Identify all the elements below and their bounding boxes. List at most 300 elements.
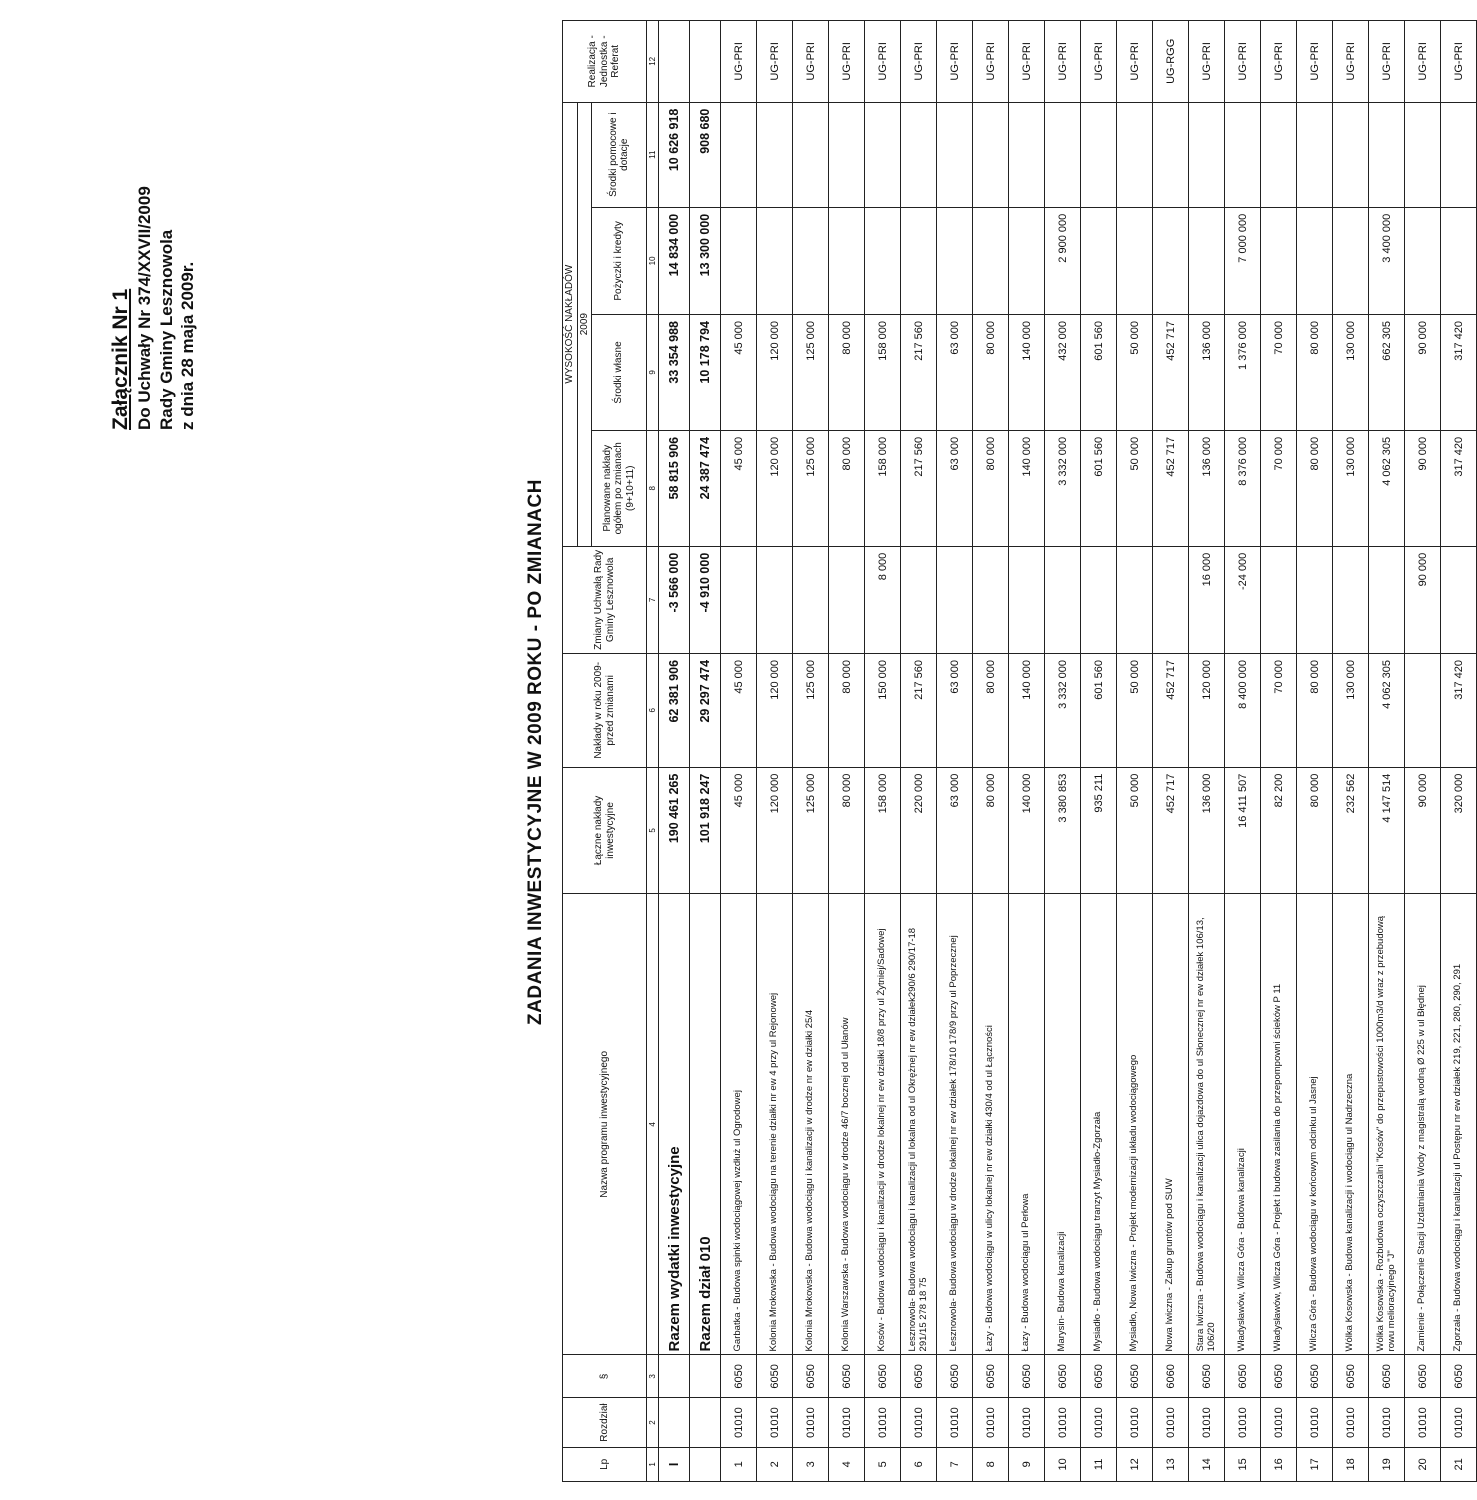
row-wlasne: 120 000	[757, 315, 793, 431]
row-realizacja: UG-PRI	[973, 21, 1009, 103]
row-rozdzial: 01010	[1045, 1398, 1081, 1447]
table-row	[829, 21, 865, 1482]
total-lp: I	[659, 1447, 690, 1481]
row-pozyczki	[1009, 207, 1045, 314]
row-pomocowe	[1009, 102, 1045, 207]
total-laczne: 101 918 247	[690, 767, 721, 894]
col-number: 12	[647, 21, 659, 103]
row-zmiany	[1081, 546, 1117, 653]
row-paragraf: 6050	[1405, 1355, 1441, 1398]
row-zmiany	[1009, 546, 1045, 653]
row-laczne: 158 000	[865, 767, 901, 894]
row-realizacja: UG-PRI	[757, 21, 793, 103]
row-wlasne: 158 000	[865, 315, 901, 431]
row-laczne: 125 000	[793, 767, 829, 894]
row-laczne: 80 000	[973, 767, 1009, 894]
row-realizacja: UG-PRI	[793, 21, 829, 103]
row-realizacja: UG-PRI	[1189, 21, 1225, 103]
row-planowane: 90 000	[1405, 430, 1441, 546]
row-lp: 20	[1405, 1447, 1441, 1481]
row-rozdzial: 01010	[1441, 1398, 1477, 1447]
row-realizacja: UG-PRI	[1333, 21, 1369, 103]
row-zmiany	[973, 546, 1009, 653]
row-rozdzial: 01010	[937, 1398, 973, 1447]
row-paragraf: 6050	[793, 1355, 829, 1398]
row-naklady: 217 560	[901, 653, 937, 767]
row-rozdzial: 01010	[1369, 1398, 1405, 1447]
row-zmiany	[829, 546, 865, 653]
row-lp: 9	[1009, 1447, 1045, 1481]
table-row	[1081, 21, 1117, 1482]
col-pozyczki: Pożyczki i kredyty	[592, 207, 647, 314]
row-nazwa: Zamienie - Połączenie Stacji Uzdatniania Wody z magistralą wodną Ø 225 w ul Błędnej	[1405, 894, 1441, 1355]
row-lp: 16	[1261, 1447, 1297, 1481]
col-zmiany: Zmiany Uchwałą Rady Gminy Lesznowola	[563, 546, 647, 653]
col-number: 4	[647, 894, 659, 1355]
row-laczne: 452 717	[1153, 767, 1189, 894]
total-laczne: 190 461 265	[659, 767, 690, 894]
row-pozyczki	[1297, 207, 1333, 314]
row-naklady: 4 062 305	[1369, 653, 1405, 767]
row-planowane: 63 000	[937, 430, 973, 546]
row-naklady: 70 000	[1261, 653, 1297, 767]
row-paragraf: 6050	[721, 1355, 757, 1398]
table-row	[1297, 21, 1333, 1482]
total-pozyczki: 13 300 000	[690, 207, 721, 314]
row-rozdzial: 01010	[829, 1398, 865, 1447]
row-realizacja: UG-PRI	[1261, 21, 1297, 103]
row-realizacja: UG-PRI	[1369, 21, 1405, 103]
row-wlasne: 50 000	[1117, 315, 1153, 431]
investment-table	[562, 20, 1477, 1482]
row-nazwa: Mysiadło - Budowa wodociągu tranzyt Mysiadło-Zgorzała	[1081, 894, 1117, 1355]
col-naklady: Nakłady w roku 2009-przed zmianami	[563, 653, 647, 767]
row-laczne: 320 000	[1441, 767, 1477, 894]
row-rozdzial: 01010	[1009, 1398, 1045, 1447]
total-wlasne: 33 354 988	[659, 315, 690, 431]
row-nazwa: Nowa Iwiczna - Zakup gruntów pod SUW	[1153, 894, 1189, 1355]
row-rozdzial: 01010	[757, 1398, 793, 1447]
row-planowane: 120 000	[757, 430, 793, 546]
row-paragraf: 6050	[1261, 1355, 1297, 1398]
row-rozdzial: 01010	[1153, 1398, 1189, 1447]
col-nazwa: Nazwa programu inwestycyjnego	[563, 894, 647, 1355]
row-planowane: 601 560	[1081, 430, 1117, 546]
row-wlasne: 125 000	[793, 315, 829, 431]
row-nazwa: Lesznowola- Budowa wodociągu i kanalizacji ul lokalna od ul Okrężnej nr ew działek290/6 290/17-18 291/15 278 18 75	[901, 894, 937, 1355]
row-naklady: 45 000	[721, 653, 757, 767]
row-nazwa: Kolonia Mrokowska - Budowa wodociągu i kanalizacji w drodze nr ew działki 25/4	[793, 894, 829, 1355]
row-realizacja: UG-PRI	[1081, 21, 1117, 103]
row-pomocowe	[865, 102, 901, 207]
row-wlasne: 80 000	[829, 315, 865, 431]
row-paragraf: 6050	[1081, 1355, 1117, 1398]
col-laczne: Łączne nakłady inwestycyjne	[563, 767, 647, 894]
row-lp: 8	[973, 1447, 1009, 1481]
table-row	[793, 21, 829, 1482]
row-rozdzial: 01010	[1297, 1398, 1333, 1447]
row-zmiany	[901, 546, 937, 653]
col-planowane: Planowane nakłady ogółem po zmianach (9+10+11)	[592, 430, 647, 546]
row-laczne: 80 000	[1297, 767, 1333, 894]
row-lp: 13	[1153, 1447, 1189, 1481]
row-planowane: 452 717	[1153, 430, 1189, 546]
row-lp: 15	[1225, 1447, 1261, 1481]
total-planowane: 24 387 474	[690, 430, 721, 546]
row-planowane: 80 000	[829, 430, 865, 546]
row-lp: 18	[1333, 1447, 1369, 1481]
row-laczne: 220 000	[901, 767, 937, 894]
col-number: 11	[647, 102, 659, 207]
row-zmiany	[1441, 546, 1477, 653]
col-number: 2	[647, 1398, 659, 1447]
row-pomocowe	[1153, 102, 1189, 207]
total-zmiany: -4 910 000	[690, 546, 721, 653]
row-laczne: 232 562	[1333, 767, 1369, 894]
row-laczne: 140 000	[1009, 767, 1045, 894]
total-pomocowe: 10 626 918	[659, 102, 690, 207]
row-nazwa: Lesznowola- Budowa wodociągu w drodze lokalnej nr ew działek 178/10 178/9 przy ul Poprzecznej	[937, 894, 973, 1355]
row-zmiany	[793, 546, 829, 653]
row-planowane: 158 000	[865, 430, 901, 546]
table-row	[1225, 21, 1261, 1482]
row-lp: 4	[829, 1447, 865, 1481]
row-realizacja: UG-PRI	[1441, 21, 1477, 103]
row-zmiany	[1261, 546, 1297, 653]
row-wlasne: 90 000	[1405, 315, 1441, 431]
table-row	[865, 21, 901, 1482]
row-zmiany	[1369, 546, 1405, 653]
row-nazwa: Mysiadło, Nowa Iwiczna - Projekt modernizacji układu wodociągowego	[1117, 894, 1153, 1355]
row-laczne: 935 211	[1081, 767, 1117, 894]
row-naklady: 80 000	[829, 653, 865, 767]
row-zmiany	[1333, 546, 1369, 653]
row-wlasne: 432 000	[1045, 315, 1081, 431]
row-pomocowe	[1045, 102, 1081, 207]
row-lp: 2	[757, 1447, 793, 1481]
row-wlasne: 80 000	[1297, 315, 1333, 431]
row-planowane: 317 420	[1441, 430, 1477, 546]
row-naklady: 601 560	[1081, 653, 1117, 767]
row-nazwa: Stara Iwiczna - Budowa wodociągu i kanalizacji ulica dojazdowa do ul Słonecznej nr ew działek 106/13, 106/20	[1189, 894, 1225, 1355]
row-wlasne: 80 000	[973, 315, 1009, 431]
row-pozyczki	[1405, 207, 1441, 314]
row-nazwa: Garbatka - Budowa spinki wodociągowej wzdłuż ul Ogrodowej	[721, 894, 757, 1355]
row-planowane: 8 376 000	[1225, 430, 1261, 546]
col-number: 9	[647, 315, 659, 431]
col-srodki-wlasne: Środki własne	[592, 315, 647, 431]
row-lp: 6	[901, 1447, 937, 1481]
row-rozdzial: 01010	[793, 1398, 829, 1447]
row-pomocowe	[1369, 102, 1405, 207]
document-title: ZADANIA INWESTYCYJNE W 2009 ROKU - PO ZMIANACH	[525, 479, 546, 1025]
row-naklady: 8 400 000	[1225, 653, 1261, 767]
total-row	[659, 21, 690, 1482]
total-pozyczki: 14 834 000	[659, 207, 690, 314]
total-planowane: 58 815 906	[659, 430, 690, 546]
row-laczne: 82 200	[1261, 767, 1297, 894]
row-planowane: 4 062 305	[1369, 430, 1405, 546]
row-wlasne: 136 000	[1189, 315, 1225, 431]
row-paragraf: 6050	[829, 1355, 865, 1398]
row-realizacja: UG-PRI	[1009, 21, 1045, 103]
row-wlasne: 130 000	[1333, 315, 1369, 431]
row-realizacja: UG-PRI	[1405, 21, 1441, 103]
row-pomocowe	[1117, 102, 1153, 207]
row-zmiany: 90 000	[1405, 546, 1441, 653]
row-naklady: 120 000	[757, 653, 793, 767]
row-paragraf: 6050	[937, 1355, 973, 1398]
row-pomocowe	[1261, 102, 1297, 207]
row-pomocowe	[1441, 102, 1477, 207]
total-wlasne: 10 178 794	[690, 315, 721, 431]
col-number: 7	[647, 546, 659, 653]
row-nazwa: Łazy - Budowa wodociągu ul Perłowa	[1009, 894, 1045, 1355]
row-wlasne: 662 305	[1369, 315, 1405, 431]
row-nazwa: Kolonia Mrokowska - Budowa wodociągu na terenie działki nr ew 4 przy ul Rejonowej	[757, 894, 793, 1355]
row-planowane: 70 000	[1261, 430, 1297, 546]
row-paragraf: 6050	[1369, 1355, 1405, 1398]
row-pozyczki	[793, 207, 829, 314]
table-row	[1117, 21, 1153, 1482]
row-realizacja: UG-PRI	[1117, 21, 1153, 103]
row-paragraf: 6060	[1153, 1355, 1189, 1398]
total-zmiany: -3 566 000	[659, 546, 690, 653]
col-pomocowe: Środki pomocowe i dotacje	[592, 102, 647, 207]
row-lp: 19	[1369, 1447, 1405, 1481]
row-pomocowe	[721, 102, 757, 207]
row-lp: 7	[937, 1447, 973, 1481]
row-naklady: 63 000	[937, 653, 973, 767]
col-group-header: WYSOKOŚĆ NAKŁADÓW	[563, 102, 578, 546]
row-naklady: 317 420	[1441, 653, 1477, 767]
row-realizacja: UG-PRI	[1297, 21, 1333, 103]
row-realizacja: UG-PRI	[865, 21, 901, 103]
row-rozdzial: 01010	[1405, 1398, 1441, 1447]
table-body	[659, 21, 1477, 1482]
table-row	[937, 21, 973, 1482]
row-pozyczki	[865, 207, 901, 314]
row-paragraf: 6050	[865, 1355, 901, 1398]
row-naklady: 50 000	[1117, 653, 1153, 767]
row-pozyczki	[1081, 207, 1117, 314]
row-laczne: 50 000	[1117, 767, 1153, 894]
council-line: Rady Gminy Lesznowola	[156, 229, 176, 430]
row-realizacja: UG-PRI	[1045, 21, 1081, 103]
table-row	[1333, 21, 1369, 1482]
row-rozdzial: 01010	[865, 1398, 901, 1447]
row-realizacja: UG-PRI	[901, 21, 937, 103]
row-wlasne: 601 560	[1081, 315, 1117, 431]
row-naklady: 3 332 000	[1045, 653, 1081, 767]
row-lp: 12	[1117, 1447, 1153, 1481]
row-laczne: 120 000	[757, 767, 793, 894]
row-paragraf: 6050	[1441, 1355, 1477, 1398]
table-row	[973, 21, 1009, 1482]
col-number: 5	[647, 767, 659, 894]
row-naklady: 150 000	[865, 653, 901, 767]
row-realizacja: UG-PRI	[1225, 21, 1261, 103]
row-nazwa: Kolonia Warszawska - Budowa wodociągu w drodze 46/7 bocznej od ul Ułanów	[829, 894, 865, 1355]
total-label: Razem wydatki inwestycyjne	[659, 894, 690, 1355]
row-pomocowe	[1225, 102, 1261, 207]
row-laczne: 63 000	[937, 767, 973, 894]
row-planowane: 80 000	[1297, 430, 1333, 546]
row-nazwa: Władysławów, Wilcza Góra - Budowa kanalizacji	[1225, 894, 1261, 1355]
row-pozyczki	[1117, 207, 1153, 314]
table-row	[721, 21, 757, 1482]
row-paragraf: 6050	[1333, 1355, 1369, 1398]
row-pozyczki	[901, 207, 937, 314]
row-pomocowe	[1297, 102, 1333, 207]
row-pozyczki	[757, 207, 793, 314]
row-pomocowe	[901, 102, 937, 207]
row-wlasne: 45 000	[721, 315, 757, 431]
row-nazwa: Władysławów, Wilcza Góra - Projekt i budowa zasilania do przepompowni ścieków P 11	[1261, 894, 1297, 1355]
row-naklady	[1405, 653, 1441, 767]
row-naklady: 452 717	[1153, 653, 1189, 767]
total-pomocowe: 908 680	[690, 102, 721, 207]
row-laczne: 90 000	[1405, 767, 1441, 894]
row-wlasne: 217 560	[901, 315, 937, 431]
row-pomocowe	[1189, 102, 1225, 207]
row-pozyczki: 3 400 000	[1369, 207, 1405, 314]
total-row	[690, 21, 721, 1482]
col-year: 2009	[577, 102, 592, 546]
row-planowane: 80 000	[973, 430, 1009, 546]
row-rozdzial: 01010	[1261, 1398, 1297, 1447]
row-planowane: 3 332 000	[1045, 430, 1081, 546]
empty-cell	[659, 1398, 690, 1447]
row-realizacja: UG-PRI	[937, 21, 973, 103]
row-planowane: 136 000	[1189, 430, 1225, 546]
col-number: 1	[647, 1447, 659, 1481]
row-lp: 3	[793, 1447, 829, 1481]
row-pozyczki	[721, 207, 757, 314]
resolution-line: Do Uchwały Nr 374/XXVII/2009	[135, 186, 155, 430]
row-naklady: 140 000	[1009, 653, 1045, 767]
row-naklady: 125 000	[793, 653, 829, 767]
row-pomocowe	[1405, 102, 1441, 207]
row-rozdzial: 01010	[1333, 1398, 1369, 1447]
row-laczne: 16 411 507	[1225, 767, 1261, 894]
row-lp: 14	[1189, 1447, 1225, 1481]
row-wlasne: 1 376 000	[1225, 315, 1261, 431]
row-zmiany: 8 000	[865, 546, 901, 653]
row-naklady: 80 000	[973, 653, 1009, 767]
empty-cell	[659, 21, 690, 103]
row-zmiany	[1045, 546, 1081, 653]
col-number: 10	[647, 207, 659, 314]
column-number-row	[647, 21, 659, 1482]
row-planowane: 45 000	[721, 430, 757, 546]
row-lp: 17	[1297, 1447, 1333, 1481]
col-number: 6	[647, 653, 659, 767]
row-pozyczki	[829, 207, 865, 314]
row-pomocowe	[1333, 102, 1369, 207]
total-lp	[690, 1447, 721, 1481]
row-planowane: 125 000	[793, 430, 829, 546]
row-wlasne: 63 000	[937, 315, 973, 431]
row-laczne: 136 000	[1189, 767, 1225, 894]
row-lp: 1	[721, 1447, 757, 1481]
row-paragraf: 6050	[1045, 1355, 1081, 1398]
row-paragraf: 6050	[1117, 1355, 1153, 1398]
empty-cell	[690, 1398, 721, 1447]
table-row	[1369, 21, 1405, 1482]
row-lp: 11	[1081, 1447, 1117, 1481]
row-pozyczki: 2 900 000	[1045, 207, 1081, 314]
row-pozyczki	[1261, 207, 1297, 314]
row-pomocowe	[793, 102, 829, 207]
row-zmiany	[721, 546, 757, 653]
row-rozdzial: 01010	[1117, 1398, 1153, 1447]
row-lp: 5	[865, 1447, 901, 1481]
table-row	[1009, 21, 1045, 1482]
row-naklady: 80 000	[1297, 653, 1333, 767]
row-paragraf: 6050	[901, 1355, 937, 1398]
col-paragraf: §	[563, 1355, 647, 1398]
row-pozyczki	[973, 207, 1009, 314]
row-pozyczki	[937, 207, 973, 314]
row-zmiany: -24 000	[1225, 546, 1261, 653]
row-lp: 21	[1441, 1447, 1477, 1481]
row-lp: 10	[1045, 1447, 1081, 1481]
row-nazwa: Marysin- Budowa kanalizacji	[1045, 894, 1081, 1355]
row-zmiany	[1153, 546, 1189, 653]
row-pozyczki	[1189, 207, 1225, 314]
document-header	[108, 30, 198, 430]
row-laczne: 3 380 853	[1045, 767, 1081, 894]
row-wlasne: 70 000	[1261, 315, 1297, 431]
col-number: 8	[647, 430, 659, 546]
row-pozyczki: 7 000 000	[1225, 207, 1261, 314]
row-naklady: 120 000	[1189, 653, 1225, 767]
attachment-title: Załącznik Nr 1	[109, 288, 132, 430]
row-wlasne: 140 000	[1009, 315, 1045, 431]
row-pomocowe	[973, 102, 1009, 207]
row-laczne: 80 000	[829, 767, 865, 894]
row-nazwa: Łazy - Budowa wodociągu w ulicy lokalnej nr ew działki 430/4 od ul Łączności	[973, 894, 1009, 1355]
empty-cell	[690, 1355, 721, 1398]
row-paragraf: 6050	[1297, 1355, 1333, 1398]
table-row	[1189, 21, 1225, 1482]
row-nazwa: Wilcza Góra - Budowa wodociągu w końcowym odcinku ul Jasnej	[1297, 894, 1333, 1355]
row-zmiany	[1117, 546, 1153, 653]
row-planowane: 140 000	[1009, 430, 1045, 546]
row-pozyczki	[1153, 207, 1189, 314]
table-row	[1441, 21, 1477, 1482]
row-zmiany: 16 000	[1189, 546, 1225, 653]
row-wlasne: 452 717	[1153, 315, 1189, 431]
table-row	[901, 21, 937, 1482]
empty-cell	[659, 1355, 690, 1398]
row-nazwa: Wólka Kosowska - Rozbudowa oczyszczalni "Kosów" do przepustowości 1000m3/d wraz z przebudową rowu melioracyjnego "J"	[1369, 894, 1405, 1355]
row-pomocowe	[829, 102, 865, 207]
row-planowane: 50 000	[1117, 430, 1153, 546]
row-laczne: 45 000	[721, 767, 757, 894]
row-paragraf: 6050	[1009, 1355, 1045, 1398]
table-row	[1045, 21, 1081, 1482]
row-realizacja: UG-PRI	[829, 21, 865, 103]
row-pomocowe	[1081, 102, 1117, 207]
row-rozdzial: 01010	[901, 1398, 937, 1447]
table-row	[757, 21, 793, 1482]
col-realizacja: Realizacja - Jednostka - Referat	[563, 21, 647, 103]
table-row	[1261, 21, 1297, 1482]
row-nazwa: Wólka Kosowska - Budowa kanalizacji i wodociągu ul Nadrzeczna	[1333, 894, 1369, 1355]
row-rozdzial: 01010	[721, 1398, 757, 1447]
